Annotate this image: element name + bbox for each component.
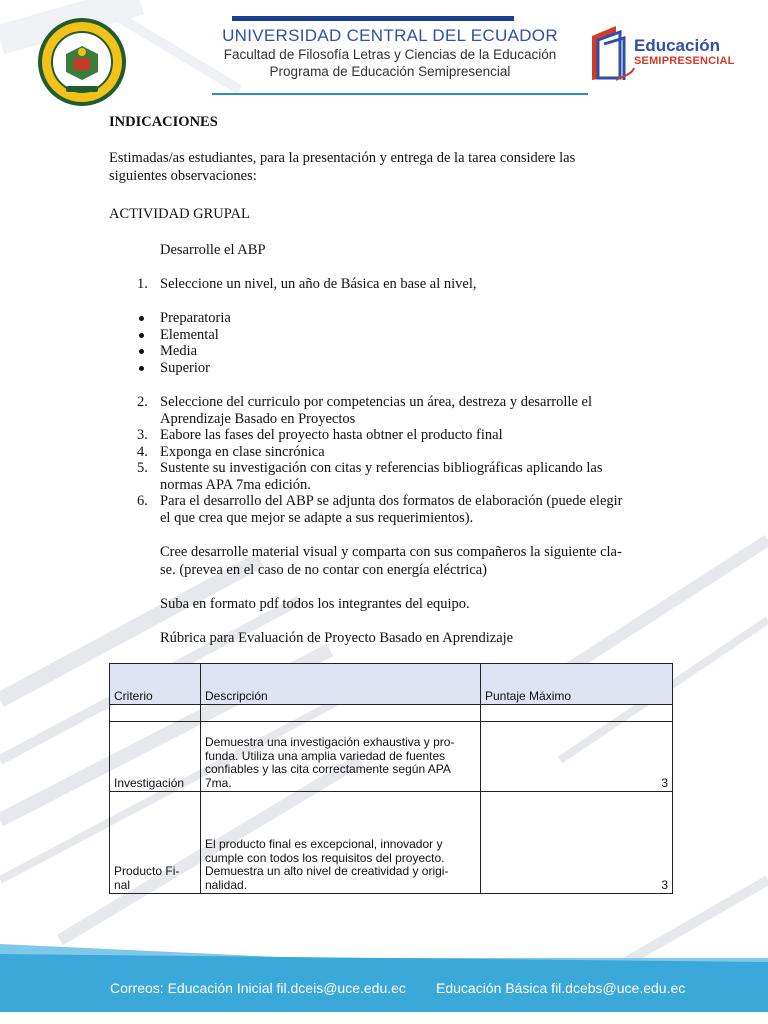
criterion-cell: Investigación — [110, 722, 201, 792]
step-text: Seleccione del curriculo por competencias un área, destreza y desarrolle el — [160, 394, 592, 410]
create-line-2: se. (prevea en el caso de no contar con energía eléctrica) — [160, 562, 488, 578]
footer-bar — [0, 966, 768, 1012]
section-title: INDICACIONES — [109, 114, 218, 130]
empty-cell — [110, 705, 201, 722]
faculty-name: Facultad de Filosofía Letras y Ciencias de la Educación — [223, 47, 557, 62]
footer-decoration — [0, 936, 768, 966]
step-number: 5. — [137, 460, 148, 476]
levels-list — [109, 310, 231, 376]
description-cell: El producto final es excepcional, innovador y cumple con todos los requisitos del proyecto. Demuestra un alto nivel de creatividad y origi- nalidad. — [201, 792, 481, 894]
create-line-1: Cree desarrolle material visual y comparta con sus compañeros la siguiente cla- — [160, 544, 622, 560]
level-text: Preparatoria — [160, 310, 231, 326]
bullet-icon — [139, 349, 144, 354]
empty-cell — [481, 705, 673, 722]
footer-email-inicial: Correos: Educación Inicial fil.dceis@uce.edu.ec — [110, 980, 406, 996]
education-logo — [586, 22, 735, 84]
intro-line-2: siguientes observaciones: — [109, 168, 257, 184]
university-seal-icon — [36, 16, 128, 108]
list-item — [109, 460, 623, 493]
bullet-icon — [139, 333, 144, 338]
develop-instruction: Desarrolle el ABP — [160, 242, 266, 258]
list-item — [109, 276, 476, 293]
step-text-cont: el que crea que mejor se adapte a sus requerimientos). — [160, 509, 474, 526]
list-item — [109, 343, 231, 360]
university-name: UNIVERSIDAD CENTRAL DEL ECUADOR — [222, 26, 558, 45]
step-number: 6. — [137, 493, 148, 509]
step-number: 2. — [137, 394, 148, 410]
empty-cell — [201, 705, 481, 722]
step-1-list — [109, 276, 476, 293]
bullet-icon — [139, 316, 144, 321]
list-item — [109, 394, 623, 427]
list-item — [109, 427, 623, 444]
score-cell: 3 — [481, 792, 673, 894]
header-description: Descripción — [201, 664, 481, 705]
level-text: Elemental — [160, 326, 219, 343]
step-text: Sustente su investigación con citas y referencias bibliográficas aplicando las — [160, 460, 603, 476]
step-text-cont: normas APA 7ma edición. — [160, 476, 311, 493]
steps-list — [109, 394, 623, 526]
criterion-cell: Producto Fi- nal — [110, 792, 201, 894]
header-top-bar — [232, 16, 514, 21]
table-row — [110, 722, 673, 792]
description-cell: Demuestra una investigación exhaustiva y pro- funda. Utiliza una amplia variedad de fuentes confiables y las cita correctamente según APA 7ma. — [201, 722, 481, 792]
step-text: Seleccione un nivel, un año de Básica en base al nivel, — [160, 276, 477, 292]
table-row — [110, 705, 673, 722]
list-item — [109, 493, 623, 526]
step-number: 1. — [137, 276, 148, 292]
header-criterion: Criterio — [110, 664, 201, 705]
list-item — [109, 360, 231, 377]
level-text: Superior — [160, 359, 210, 376]
step-text-cont: Aprendizaje Basado en Proyectos — [160, 410, 356, 427]
activity-title: ACTIVIDAD GRUPAL — [109, 206, 250, 222]
rubric-title: Rúbrica para Evaluación de Proyecto Basado en Aprendizaje — [160, 630, 514, 646]
header-max-score: Puntaje Máximo — [481, 664, 673, 705]
header-divider — [212, 93, 588, 95]
step-number: 3. — [137, 427, 148, 443]
intro-line-1: Estimadas/as estudiantes, para la presentación y entrega de la tarea considere las — [109, 150, 576, 166]
list-item — [109, 444, 623, 461]
table-row — [110, 792, 673, 894]
level-text: Media — [160, 343, 198, 359]
step-text: Para el desarrollo del ABP se adjunta dos formatos de elaboración (puede elegir — [160, 493, 623, 509]
step-number: 4. — [137, 443, 148, 460]
list-item — [109, 310, 231, 327]
score-cell: 3 — [481, 722, 673, 792]
logo-title: Educación — [634, 36, 720, 55]
table-header-row — [110, 664, 673, 705]
bullet-icon — [139, 366, 144, 371]
rubric-table — [109, 663, 673, 894]
program-name: Programa de Educación Semipresencial — [269, 64, 511, 79]
header-titles — [190, 26, 590, 80]
education-logo-icon — [586, 22, 636, 84]
step-text: Exponga en clase sincrónica — [160, 443, 325, 460]
footer-email-basica: Educación Básica fil.dcebs@uce.edu.ec — [436, 980, 686, 996]
upload-instruction: Suba en formato pdf todos los integrantes del equipo. — [160, 596, 470, 612]
logo-subtitle: SEMIPRESENCIAL — [634, 55, 735, 67]
list-item — [109, 327, 231, 344]
step-text: Eabore las fases del proyecto hasta obtner el producto final — [160, 427, 503, 443]
